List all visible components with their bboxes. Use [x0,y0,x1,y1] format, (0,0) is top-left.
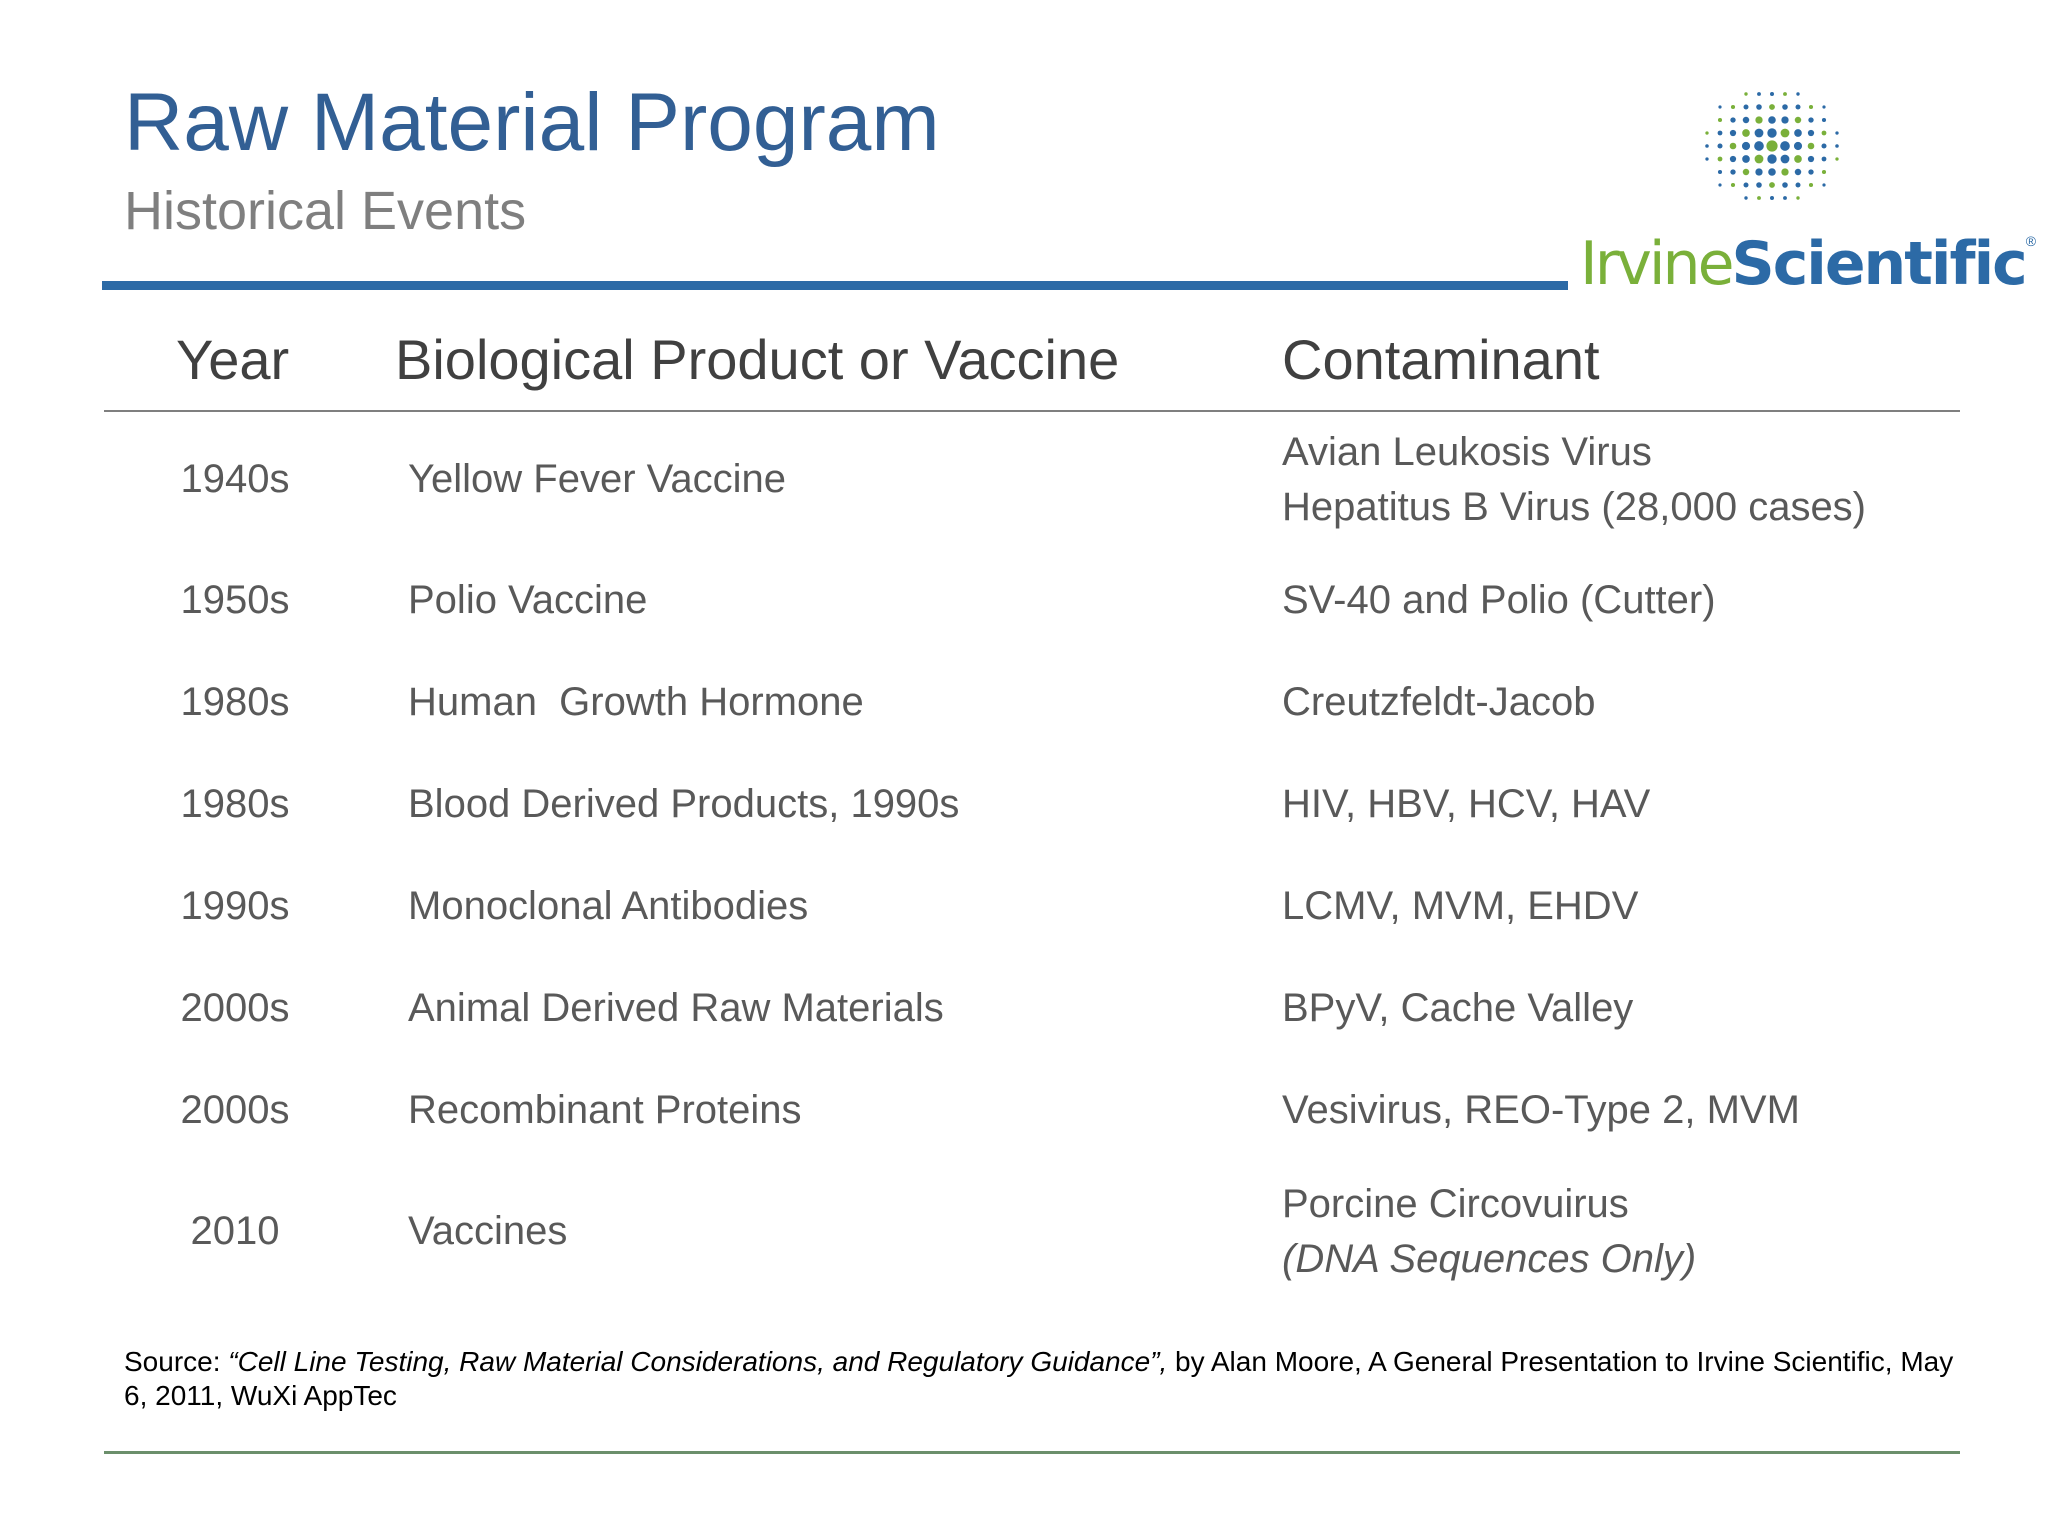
logo-dot [1730,156,1736,162]
logo-dot [1782,182,1788,188]
logo-dot [1756,104,1762,110]
logo-dot [1809,105,1813,109]
header-divider [102,281,1568,290]
logo-dot [1757,196,1761,200]
logo-dot [1718,183,1721,186]
logo-dot [1744,92,1747,95]
logo-dot [1770,92,1774,96]
logo-dot [1835,144,1839,148]
source-title: “Cell Line Testing, Raw Material Considerations, and Regulatory Guidance”, [228,1346,1168,1377]
cell-year: 1990s [180,884,290,928]
logo-dot [1718,131,1723,136]
cell-year: 2010 [190,1209,280,1253]
logo-dot [1822,105,1825,108]
logo-dot [1730,117,1735,122]
logo-dot [1782,104,1788,110]
logo-dot [1757,92,1761,96]
logo-dot [1755,116,1762,123]
logo-dot [1769,104,1775,110]
logo-dot [1822,170,1826,174]
logo-dot [1822,183,1825,186]
cell-year: 1940s [180,457,290,501]
logo-dot [1796,196,1799,199]
logo-dot [1808,117,1813,122]
cell-year: 2000s [180,986,290,1030]
logo-dot [1705,144,1709,148]
logo-dot [1796,92,1799,95]
cell-product: Monoclonal Antibodies [408,884,809,928]
table-header-divider [104,410,1960,412]
logo-dot [1744,183,1749,188]
logo-wordmark [1580,229,2036,299]
logo-dot [1795,169,1801,175]
logo-dot [1718,118,1722,122]
cell-product: Vaccines [408,1209,568,1253]
logo-dot [1794,142,1802,150]
cell-product: Yellow Fever Vaccine [408,457,786,501]
cell-product: Polio Vaccine [408,578,648,622]
cell-contaminant: LCMV, MVM, EHDV [1282,884,1639,928]
logo-dot [1743,169,1749,175]
logo-dot [1783,196,1787,200]
logo-dot [1730,143,1737,150]
cell-contaminant-line2: (DNA Sequences Only) [1282,1237,1697,1281]
cell-contaminant: Avian Leukosis Virus [1282,430,1652,474]
cell-product: Animal Derived Raw Materials [408,986,944,1030]
logo-dot [1744,105,1749,110]
logo-dot [1781,155,1790,164]
cell-product: Recombinant Proteins [408,1088,802,1132]
footer-divider [104,1451,1960,1454]
logo-dot [1822,118,1826,122]
logo-dot [1755,155,1764,164]
cell-contaminant: Porcine Circovuirus [1282,1182,1629,1226]
company-logo [1580,84,2036,304]
logo-dot [1755,168,1762,175]
cell-contaminant: SV-40 and Polio (Cutter) [1282,578,1716,622]
logo-dot [1796,183,1801,188]
logo-dot [1822,131,1827,136]
logo-dot [1768,116,1776,124]
logo-dot [1731,105,1735,109]
logo-dot [1730,169,1735,174]
logo-dot [1835,157,1838,160]
slide-title: Raw Material Program [124,77,940,168]
logo-dot [1744,196,1747,199]
column-header-contaminant: Contaminant [1282,328,1600,391]
logo-dot [1754,141,1764,151]
cell-contaminant: HIV, HBV, HCV, HAV [1282,782,1651,826]
source-details: by Alan Moore, A General Presentation to Irvine Scientific, May 6, 2011, WuXi AppTec [124,1346,1954,1411]
cell-contaminant: BPyV, Cache Valley [1282,986,1634,1030]
logo-dot [1808,169,1813,174]
logo-dot [1705,131,1708,134]
logo-dot [1742,129,1750,137]
cell-contaminant: Vesivirus, REO-Type 2, MVM [1282,1088,1800,1132]
cell-contaminant-line2: Hepatitus B Virus (28,000 cases) [1282,485,1867,529]
logo-dot [1768,168,1776,176]
logo-registered-mark: ® [2025,233,2036,249]
logo-dot [1766,140,1777,151]
logo-dot [1835,131,1838,134]
logo-dot [1717,143,1722,148]
column-header-year: Year [176,328,290,391]
dot-grid-logo-icon [1702,84,1842,214]
logo-dot [1796,105,1801,110]
logo-dot [1769,182,1775,188]
table-header-row [0,328,2048,412]
cell-year: 2000s [180,1088,290,1132]
logo-dot [1767,128,1776,137]
logo-dot [1821,143,1826,148]
column-header-product: Biological Product or Vaccine [395,328,1120,391]
logo-dot [1808,130,1814,136]
cell-contaminant: Creutzfeldt-Jacob [1282,680,1596,724]
logo-dot [1705,157,1708,160]
logo-dot [1808,156,1814,162]
slide-subtitle: Historical Events [124,181,527,241]
logo-dot [1809,183,1813,187]
logo-dot [1794,155,1802,163]
logo-dot [1743,117,1749,123]
logo-word-scientific: Scientific [1731,229,2026,299]
logo-dot [1742,142,1750,150]
logo-dot [1731,183,1735,187]
logo-dot [1767,154,1776,163]
logo-dot [1808,143,1815,150]
logo-dot [1718,170,1722,174]
cell-year: 1950s [180,578,290,622]
logo-dot [1742,155,1750,163]
logo-dot [1730,130,1736,136]
logo-dot [1780,141,1790,151]
logo-word-irvine: Irvine [1580,229,1732,299]
logo-dot [1781,168,1788,175]
logo-dot [1794,129,1802,137]
logo-dot [1718,157,1723,162]
logo-dot [1795,117,1801,123]
cell-product: Human Growth Hormone [408,680,864,724]
logo-dot [1755,129,1764,138]
logo-dot [1756,182,1762,188]
cell-product: Blood Derived Products, 1990s [408,782,960,826]
cell-year: 1980s [180,782,290,826]
source-prefix: Source: [124,1346,229,1377]
logo-dot [1770,196,1774,200]
cell-year: 1980s [180,680,290,724]
logo-dot [1718,105,1721,108]
logo-dot [1781,116,1788,123]
logo-dot [1822,157,1827,162]
source-citation [124,1345,1954,1413]
logo-dot [1781,129,1790,138]
logo-dot [1783,92,1787,96]
